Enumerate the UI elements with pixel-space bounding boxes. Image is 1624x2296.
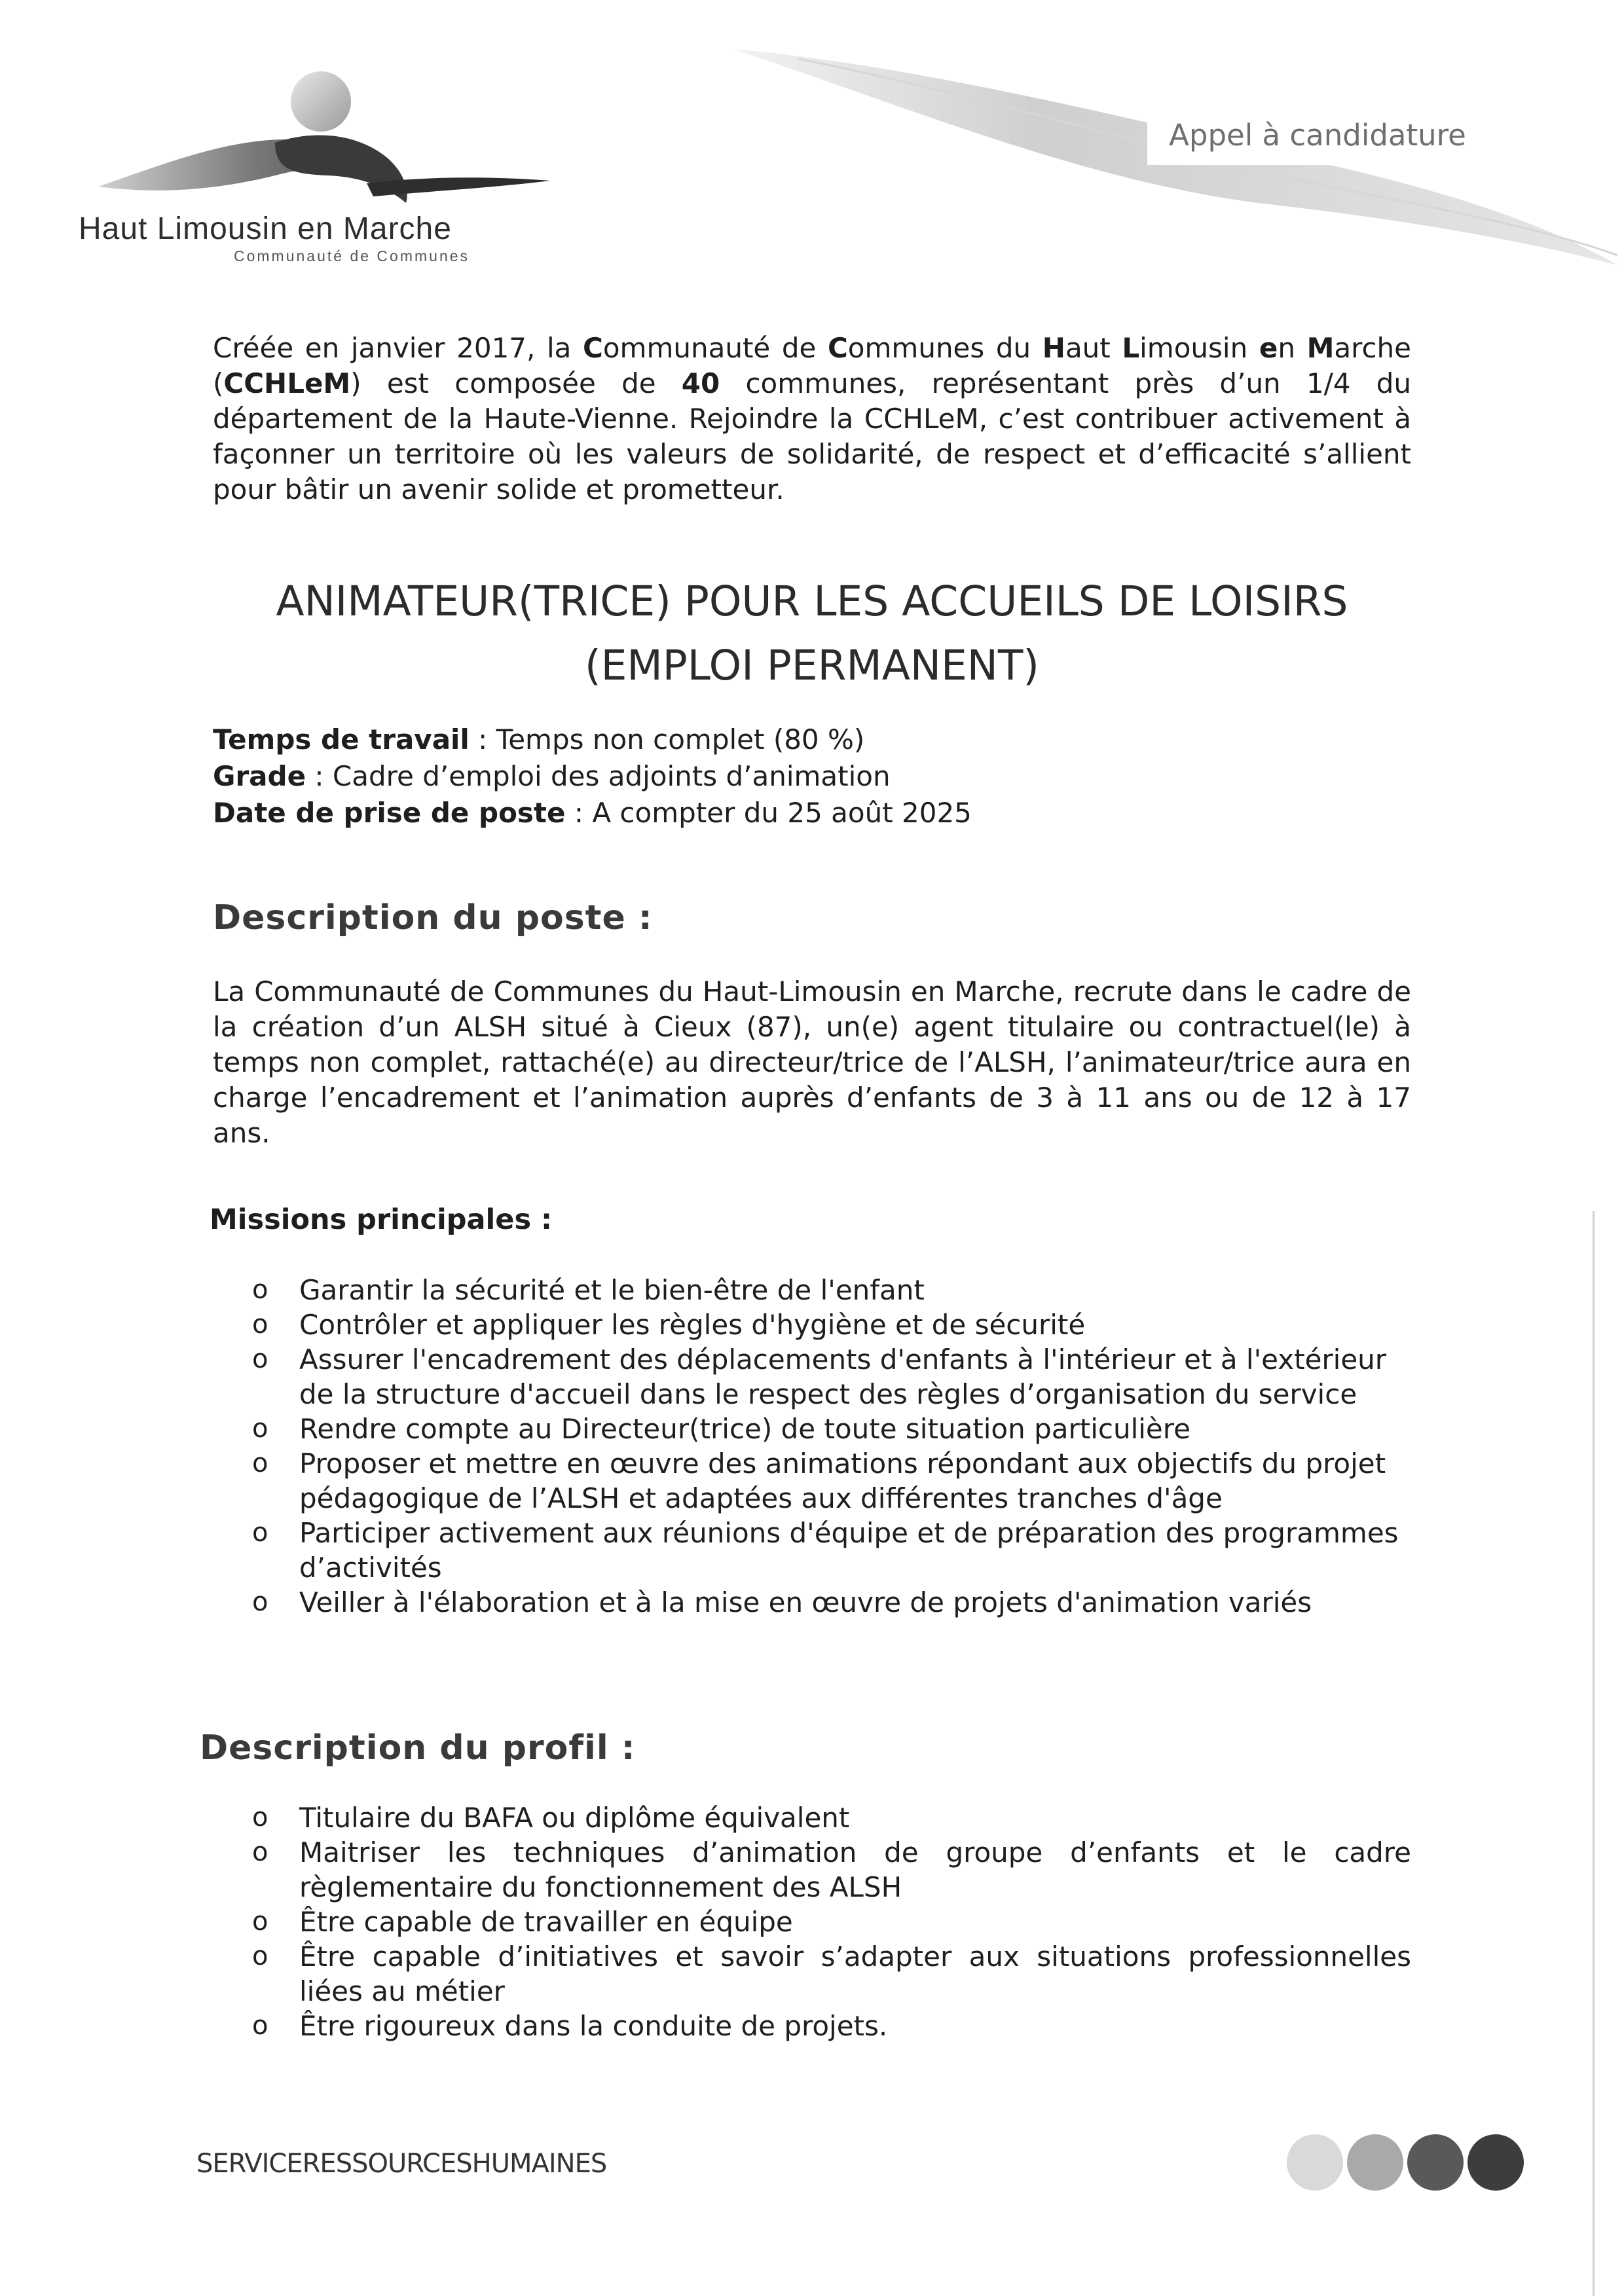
bullet-icon: o (252, 2011, 268, 2041)
bullet-icon: o (252, 1309, 268, 1339)
job-description (213, 974, 1411, 1151)
mission-text: Contrôler et appliquer les règles d'hygiène et de sécurité (299, 1309, 1086, 1341)
intro-run: aut (1065, 332, 1122, 364)
decorative-dot-icon (1347, 2134, 1403, 2191)
list-item (252, 2009, 1411, 2043)
fact-start-date-label: Date de prise de poste (213, 797, 566, 829)
decorative-dot-icon (1467, 2134, 1524, 2191)
mission-text: Participer activement aux réunions d'équipe et de préparation des programmes d’activités (299, 1517, 1399, 1584)
fact-start-date (213, 795, 1457, 831)
bullet-icon: o (252, 1448, 268, 1478)
mission-text: Proposer et mettre en œuvre des animations répondant aux objectifs du projet pédagogique de l’ALSH et adaptées aux différentes tranches d'âge (299, 1448, 1386, 1514)
list-item (252, 1307, 1418, 1342)
section-heading-profile: Description du profil : (200, 1728, 636, 1768)
logo (79, 65, 557, 268)
intro-run: ) est composée de (350, 367, 682, 399)
logo-subtitle: Communauté de Communes (234, 247, 470, 264)
job-description-text: La Communauté de Communes du Haut-Limousin en Marche, recrute dans le cadre de la création d’un ALSH situé à Cieux (87), un(e) agent titulaire ou contractuel(le) à temps non complet, rattaché(e) au directeur/trice de l’ALSH, l’animateur/trice aura en charge l’encadrement et l’animation auprès d’enfants de 3 à 11 ans ou de 12 à 17 ans. (213, 975, 1411, 1149)
bullet-icon: o (252, 1344, 268, 1374)
fact-working-time-value: : Temps non complet (80 %) (469, 723, 865, 756)
list-item (252, 1939, 1411, 2009)
logo-name: Haut Limousin en Marche (79, 211, 452, 246)
profile-list (252, 1800, 1411, 2043)
fact-grade (213, 758, 1457, 795)
fact-grade-value: : Cadre d’emploi des adjoints d’animation (306, 760, 891, 792)
bullet-icon: o (252, 1275, 268, 1305)
job-facts (213, 721, 1457, 831)
decorative-dot-icon (1407, 2134, 1464, 2191)
intro-run: ommunauté de (602, 332, 828, 364)
logo-emblem-icon (79, 65, 557, 216)
list-item (252, 1800, 1411, 1835)
list-item (252, 1516, 1418, 1585)
job-title-line-1: ANIMATEUR(TRICE) POUR LES ACCUEILS DE LOISIRS (276, 577, 1348, 625)
intro-emphasis: 40 (681, 367, 720, 399)
bullet-icon: o (252, 1518, 268, 1548)
list-item (252, 1585, 1418, 1620)
mission-text: Rendre compte au Directeur(trice) de toute situation particulière (299, 1413, 1190, 1445)
intro-run: ommunes du (847, 332, 1043, 364)
mission-text: Garantir la sécurité et le bien-être de l'enfant (299, 1274, 925, 1306)
list-item (252, 1273, 1418, 1307)
fact-grade-label: Grade (213, 760, 306, 792)
bullet-icon: o (252, 1587, 268, 1617)
section-heading-job-description: Description du poste : (213, 898, 653, 938)
intro-emphasis: H (1042, 332, 1065, 364)
bullet-icon: o (252, 1802, 268, 1832)
intro-run: communes, représentant près d’un 1/4 du département de la Haute-Vienne. Rejoindre la CCHLeM, c’est contribuer activement à façonner un territoire où les valeurs de solidarité, de respect et d’efficacité s’allient pour bâtir un avenir solide et prometteur. (213, 367, 1411, 505)
list-item (252, 1835, 1411, 1904)
decorative-dot-icon (1287, 2134, 1343, 2191)
missions-list (252, 1273, 1418, 1620)
fact-working-time (213, 721, 1457, 758)
job-title (131, 570, 1493, 698)
intro-text (213, 331, 1411, 507)
intro-run: imousin (1139, 332, 1259, 364)
intro-emphasis: M (1306, 332, 1335, 364)
intro-paragraph (213, 331, 1411, 507)
application-call-tag: Appel à candidature (1147, 106, 1488, 165)
missions-heading: Missions principales : (210, 1203, 553, 1236)
intro-run: n (1278, 332, 1307, 364)
mission-text: Assurer l'encadrement des déplacements d'enfants à l'intérieur et à l'extérieur de la structure d'accueil dans le respect des règles d’organisation du service (299, 1343, 1387, 1410)
intro-emphasis: CCHLeM (223, 367, 351, 399)
intro-run: Créée en janvier 2017, la (213, 332, 583, 364)
footer-service-name: SERVICERESSOURCESHUMAINES (196, 2149, 607, 2179)
intro-emphasis: e (1259, 332, 1278, 364)
list-item (252, 1446, 1418, 1516)
profile-text: Titulaire du BAFA ou diplôme équivalent (299, 1802, 850, 1834)
footer-dots (1287, 2126, 1529, 2192)
intro-emphasis: C (583, 332, 603, 364)
profile-text: Être capable d’initiatives et savoir s’adapter aux situations professionnelles liées au métier (299, 1941, 1411, 2007)
bullet-icon: o (252, 1837, 268, 1867)
bullet-icon: o (252, 1413, 268, 1444)
profile-text: Être capable de travailler en équipe (299, 1906, 793, 1938)
page-edge-line (1593, 1211, 1595, 2296)
list-item (252, 1412, 1418, 1446)
intro-emphasis: C (827, 332, 848, 364)
profile-text: Être rigoureux dans la conduite de projets. (299, 2010, 888, 2042)
profile-text: Maitriser les techniques d’animation de groupe d’enfants et le cadre règlementaire du fonctionnement des ALSH (299, 1836, 1411, 1903)
bullet-icon: o (252, 1906, 268, 1937)
fact-start-date-value: : A compter du 25 août 2025 (565, 797, 972, 829)
intro-emphasis: L (1122, 332, 1140, 364)
list-item (252, 1342, 1418, 1412)
list-item (252, 1904, 1411, 1939)
job-title-line-2: (EMPLOI PERMANENT) (585, 642, 1039, 689)
mission-text: Veiller à l'élaboration et à la mise en œuvre de projets d'animation variés (299, 1586, 1312, 1618)
bullet-icon: o (252, 1941, 268, 1971)
intro-run: arche ( (213, 332, 1411, 399)
fact-working-time-label: Temps de travail (213, 723, 470, 756)
